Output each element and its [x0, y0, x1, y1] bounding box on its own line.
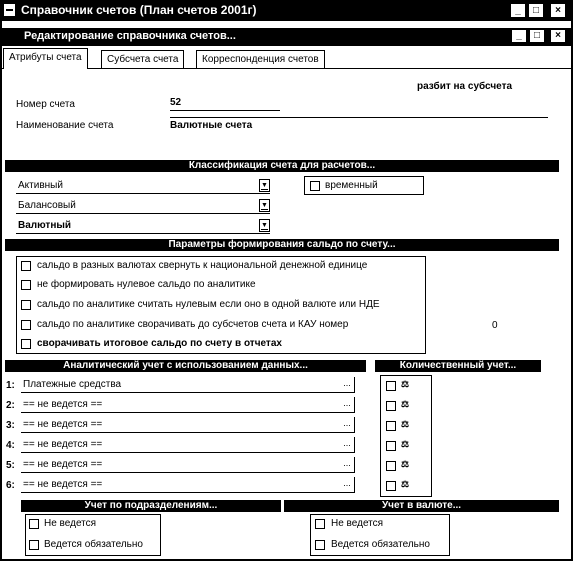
- balance-type-combo[interactable]: [16, 198, 270, 214]
- split-into-subaccounts-label: разбит на субсчета: [417, 81, 513, 92]
- minimize-button[interactable]: _: [510, 3, 526, 18]
- analytics-row-3-value: == не ведется ==: [23, 419, 103, 430]
- balance-option-3-label: сальдо по аналитике считать нулевым если оно в одной валюте или НДЕ: [37, 299, 380, 310]
- account-type-combo[interactable]: [16, 178, 270, 194]
- analytics-row-2-value: == не ведется ==: [23, 399, 103, 410]
- balance-option-4-label: сальдо по аналитике сворачивать до субсчетов счета и КАУ номер: [37, 319, 349, 330]
- department-not-kept-checkbox[interactable]: [29, 519, 39, 529]
- currency-accounting-header: Учет в валюте...: [284, 500, 559, 512]
- balance-type-value: Балансовый: [18, 200, 76, 211]
- inner-title-bar: [2, 28, 571, 46]
- currency-required-label: Ведется обязательно: [331, 539, 430, 550]
- close-button[interactable]: ×: [550, 3, 566, 18]
- balance-option-4-checkbox[interactable]: [21, 320, 31, 330]
- analytics-row-5-field[interactable]: [21, 457, 355, 473]
- tab-subaccounts[interactable]: Субсчета счета: [101, 50, 184, 69]
- quantity-row-6-checkbox[interactable]: [386, 481, 396, 491]
- quantity-row-4-checkbox[interactable]: [386, 441, 396, 451]
- quantity-header: Количественный учет...: [375, 360, 541, 372]
- account-number-field[interactable]: 52: [170, 97, 280, 111]
- chevron-down-icon[interactable]: ▼: [259, 199, 270, 212]
- department-not-kept-label: Не ведется: [44, 518, 97, 529]
- analytics-row-6-value: == не ведется ==: [23, 479, 103, 490]
- scales-icon: ⚖: [401, 379, 410, 389]
- scales-icon: ⚖: [401, 399, 410, 409]
- account-number-label: Номер счета: [16, 99, 75, 110]
- balance-option-1-checkbox[interactable]: [21, 261, 31, 271]
- balance-params-header: Параметры формирования сальдо по счету...: [5, 239, 559, 251]
- analytics-header: Аналитический учет с использованием данных...: [5, 360, 366, 372]
- department-required-label: Ведется обязательно: [44, 539, 143, 550]
- account-type-value: Активный: [18, 180, 63, 191]
- balance-option-1-label: сальдо в разных валютах свернуть к национальной денежной единице: [37, 260, 368, 271]
- tab-correspondence[interactable]: Корреспонденция счетов: [196, 50, 325, 69]
- balance-option-5-checkbox[interactable]: [21, 339, 31, 349]
- balance-option-3-checkbox[interactable]: [21, 300, 31, 310]
- scales-icon: ⚖: [401, 459, 410, 469]
- temporary-label: временный: [325, 180, 378, 191]
- analytics-row-4-field[interactable]: [21, 437, 355, 453]
- temporary-checkbox[interactable]: [310, 181, 320, 191]
- ellipsis-button[interactable]: ...: [343, 478, 351, 488]
- chevron-down-icon[interactable]: ▼: [259, 219, 270, 232]
- currency-type-combo[interactable]: [16, 218, 270, 234]
- quantity-row-5-checkbox[interactable]: [386, 461, 396, 471]
- outer-window-title: Справочник счетов (План счетов 2001г): [21, 3, 257, 17]
- currency-not-kept-label: Не ведется: [331, 518, 384, 529]
- ellipsis-button[interactable]: ...: [343, 458, 351, 468]
- analytics-row-2-field[interactable]: [21, 397, 355, 413]
- quantity-row-3-checkbox[interactable]: [386, 421, 396, 431]
- account-name-underline: [170, 117, 548, 118]
- ellipsis-button[interactable]: ...: [343, 398, 351, 408]
- analytics-row-3-field[interactable]: [21, 417, 355, 433]
- analytics-row-6-num: 6:: [6, 480, 15, 491]
- currency-not-kept-checkbox[interactable]: [315, 519, 325, 529]
- temporary-group: [304, 176, 424, 195]
- ellipsis-button[interactable]: ...: [343, 378, 351, 388]
- tab-account-attributes[interactable]: Атрибуты счета: [3, 48, 88, 69]
- classification-header: Классификация счета для расчетов...: [5, 160, 559, 172]
- quantity-row-1-checkbox[interactable]: [386, 381, 396, 391]
- analytics-row-4-value: == не ведется ==: [23, 439, 103, 450]
- analytics-row-4-num: 4:: [6, 440, 15, 451]
- maximize-button[interactable]: □: [528, 3, 544, 18]
- system-menu-icon[interactable]: [3, 3, 16, 17]
- kau-number-value[interactable]: 0: [492, 320, 498, 331]
- account-name-label: Наименование счета: [16, 120, 114, 131]
- balance-option-2-checkbox[interactable]: [21, 280, 31, 290]
- ellipsis-button[interactable]: ...: [343, 438, 351, 448]
- analytics-row-5-value: == не ведется ==: [23, 459, 103, 470]
- account-name-field[interactable]: Валютные счета: [170, 120, 253, 131]
- analytics-row-1-value: Платежные средства: [23, 379, 122, 390]
- currency-type-value: Валютный: [18, 220, 72, 231]
- department-required-checkbox[interactable]: [29, 540, 39, 550]
- balance-option-5-label: сворачивать итоговое сальдо по счету в отчетах: [37, 338, 282, 349]
- analytics-row-2-num: 2:: [6, 400, 15, 411]
- analytics-row-1-num: 1:: [6, 380, 15, 391]
- inner-minimize-button[interactable]: _: [511, 29, 527, 43]
- scales-icon: ⚖: [401, 479, 410, 489]
- currency-required-checkbox[interactable]: [315, 540, 325, 550]
- chevron-down-icon[interactable]: ▼: [259, 179, 270, 192]
- analytics-row-3-num: 3:: [6, 420, 15, 431]
- analytics-row-1-field[interactable]: [21, 377, 355, 393]
- scales-icon: ⚖: [401, 419, 410, 429]
- department-accounting-header: Учет по подразделениям...: [21, 500, 281, 512]
- scales-icon: ⚖: [401, 439, 410, 449]
- ellipsis-button[interactable]: ...: [343, 418, 351, 428]
- inner-close-button[interactable]: ×: [550, 29, 566, 43]
- analytics-row-6-field[interactable]: [21, 477, 355, 493]
- quantity-row-2-checkbox[interactable]: [386, 401, 396, 411]
- analytics-row-5-num: 5:: [6, 460, 15, 471]
- outer-title-bar: [0, 0, 573, 21]
- balance-option-2-label: не формировать нулевое сальдо по аналитике: [37, 279, 256, 290]
- inner-window-title: Редактирование справочника счетов...: [24, 30, 236, 42]
- inner-maximize-button[interactable]: □: [529, 29, 545, 43]
